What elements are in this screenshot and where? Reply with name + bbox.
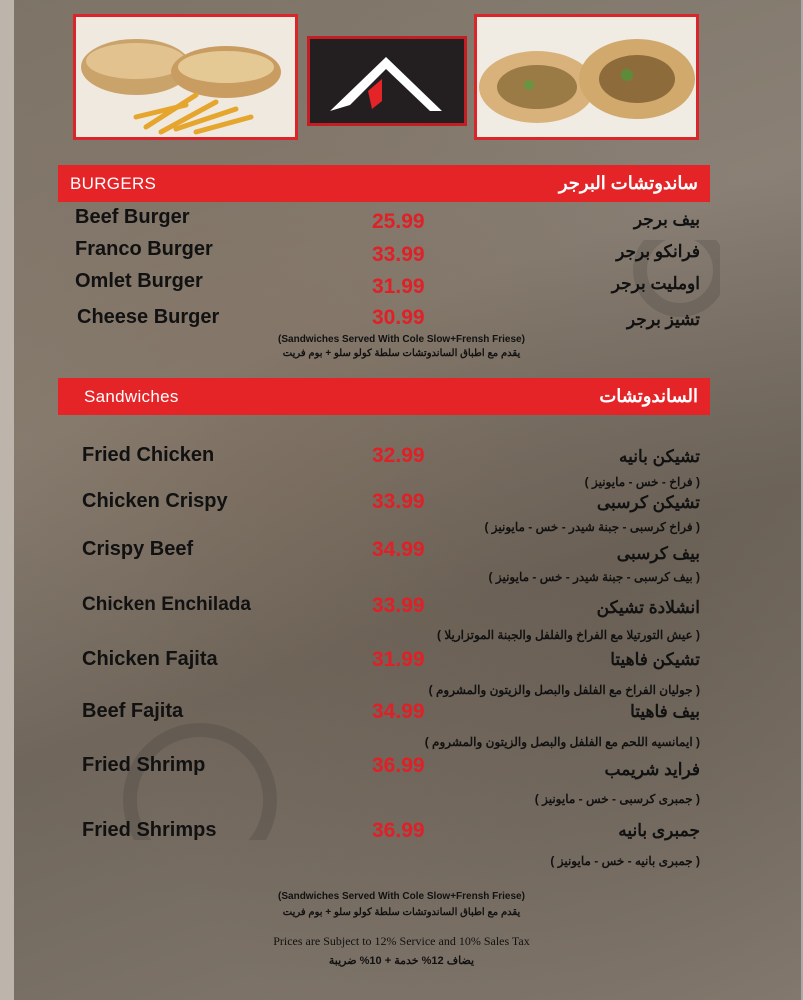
item-name-ar: فرانكو برجر (616, 242, 700, 261)
item-name: Cheese Burger (77, 306, 220, 328)
menu-item (0, 754, 803, 782)
item-description: ( عيش التورتيلا مع الفراخ والفلفل والجبنة الموتزاريلا ) (437, 628, 700, 642)
item-price: 34.99 (372, 538, 425, 561)
sandwiches-title-en: Sandwiches (84, 386, 179, 406)
menu-item (0, 648, 803, 676)
menu-item (0, 700, 803, 728)
item-name-ar: تشيز برجر (626, 310, 700, 329)
item-name-ar: جمبرى بانيه (618, 821, 700, 840)
item-name-ar: اومليت برجر (611, 274, 700, 293)
menu-item (0, 306, 803, 334)
item-price: 33.99 (372, 243, 425, 266)
item-price: 33.99 (372, 490, 425, 513)
tax-note-en: Prices are Subject to 12% Service and 10% Sales Tax (273, 934, 530, 948)
item-description: ( جوليان الفراخ مع الفلفل والبصل والزيتون والمشروم ) (428, 683, 700, 697)
restaurant-logo (307, 36, 467, 126)
item-price: 31.99 (372, 275, 425, 298)
item-name-ar: بيف كرسبى (616, 544, 700, 563)
item-price: 36.99 (372, 819, 425, 842)
item-description: ( جمبرى بانيه - خس - مايونيز ) (550, 854, 700, 868)
item-name-ar: تشيكن كرسبى (596, 493, 700, 512)
item-name-ar: تشيكن فاهيتا (610, 650, 700, 669)
burgers-title-ar: ساندوتشات البرجر (558, 173, 698, 193)
item-name: Beef Fajita (82, 700, 184, 722)
item-price: 33.99 (372, 594, 425, 617)
item-price: 25.99 (372, 210, 425, 233)
sandwiches-title-ar: الساندوتشات (599, 386, 698, 406)
sandwiches-note-en: (Sandwiches Served With Cole Slow+Frensh Friese) (278, 891, 525, 902)
item-price: 31.99 (372, 648, 425, 671)
sandwiches-note-ar: يقدم مع اطباق الساندوتشات سلطة كولو سلو + بوم فريت (282, 907, 521, 918)
sandwiches-header (58, 378, 710, 415)
item-description: ( فراخ كرسبى - جبنة شيدر - خس - مايونيز ) (484, 520, 700, 534)
item-name: Fried Shrimp (82, 754, 206, 776)
item-price: 30.99 (372, 306, 425, 329)
menu-item (0, 270, 803, 298)
menu-item (0, 594, 803, 622)
item-price: 36.99 (372, 754, 425, 777)
item-name: Omlet Burger (75, 270, 203, 292)
item-name: Franco Burger (75, 238, 213, 260)
menu-item (0, 538, 803, 566)
item-description: ( جمبرى كرسبى - خس - مايونيز ) (534, 792, 700, 806)
item-name-ar: فرايد شريمب (604, 760, 700, 779)
item-name-ar: تشيكن بانيه (619, 447, 700, 466)
item-name: Beef Burger (75, 206, 190, 228)
burgers-note-ar: يقدم مع اطباق الساندوتشات سلطة كولو سلو + بوم فريت (282, 348, 521, 359)
menu-item (0, 819, 803, 847)
tax-note-ar: يضاف 12% خدمة + 10% ضريبة (328, 955, 475, 967)
item-name: Chicken Crispy (82, 490, 228, 512)
item-description: ( بيف كرسبى - جبنة شيدر - خس - مايونيز ) (488, 570, 700, 584)
item-name: Chicken Fajita (82, 648, 218, 670)
burgers-header (58, 165, 710, 202)
item-price: 34.99 (372, 700, 425, 723)
menu-item (0, 238, 803, 266)
item-name-ar: بيف فاهيتا (630, 702, 700, 721)
menu-item (0, 444, 803, 472)
item-description: ( فراخ - خس - مايونيز ) (584, 475, 700, 489)
item-description: ( ايمانسيه اللحم مع الفلفل والبصل والزيتون والمشروم ) (424, 735, 700, 749)
sandwich-photo (474, 14, 699, 140)
burgers-note-en: (Sandwiches Served With Cole Slow+Frensh Friese) (278, 334, 525, 345)
fries-sandwich-photo (73, 14, 298, 140)
burgers-title-en: BURGERS (70, 173, 157, 193)
menu-item (0, 490, 803, 518)
item-name: Fried Shrimps (82, 819, 217, 841)
item-name: Fried Chicken (82, 444, 215, 466)
item-name: Chicken Enchilada (82, 594, 251, 615)
item-name-ar: بيف برجر (633, 210, 700, 229)
item-price: 32.99 (372, 444, 425, 467)
item-name-ar: انشلادة تشيكن (596, 598, 700, 617)
menu-item (0, 206, 803, 234)
item-name: Crispy Beef (82, 538, 194, 560)
